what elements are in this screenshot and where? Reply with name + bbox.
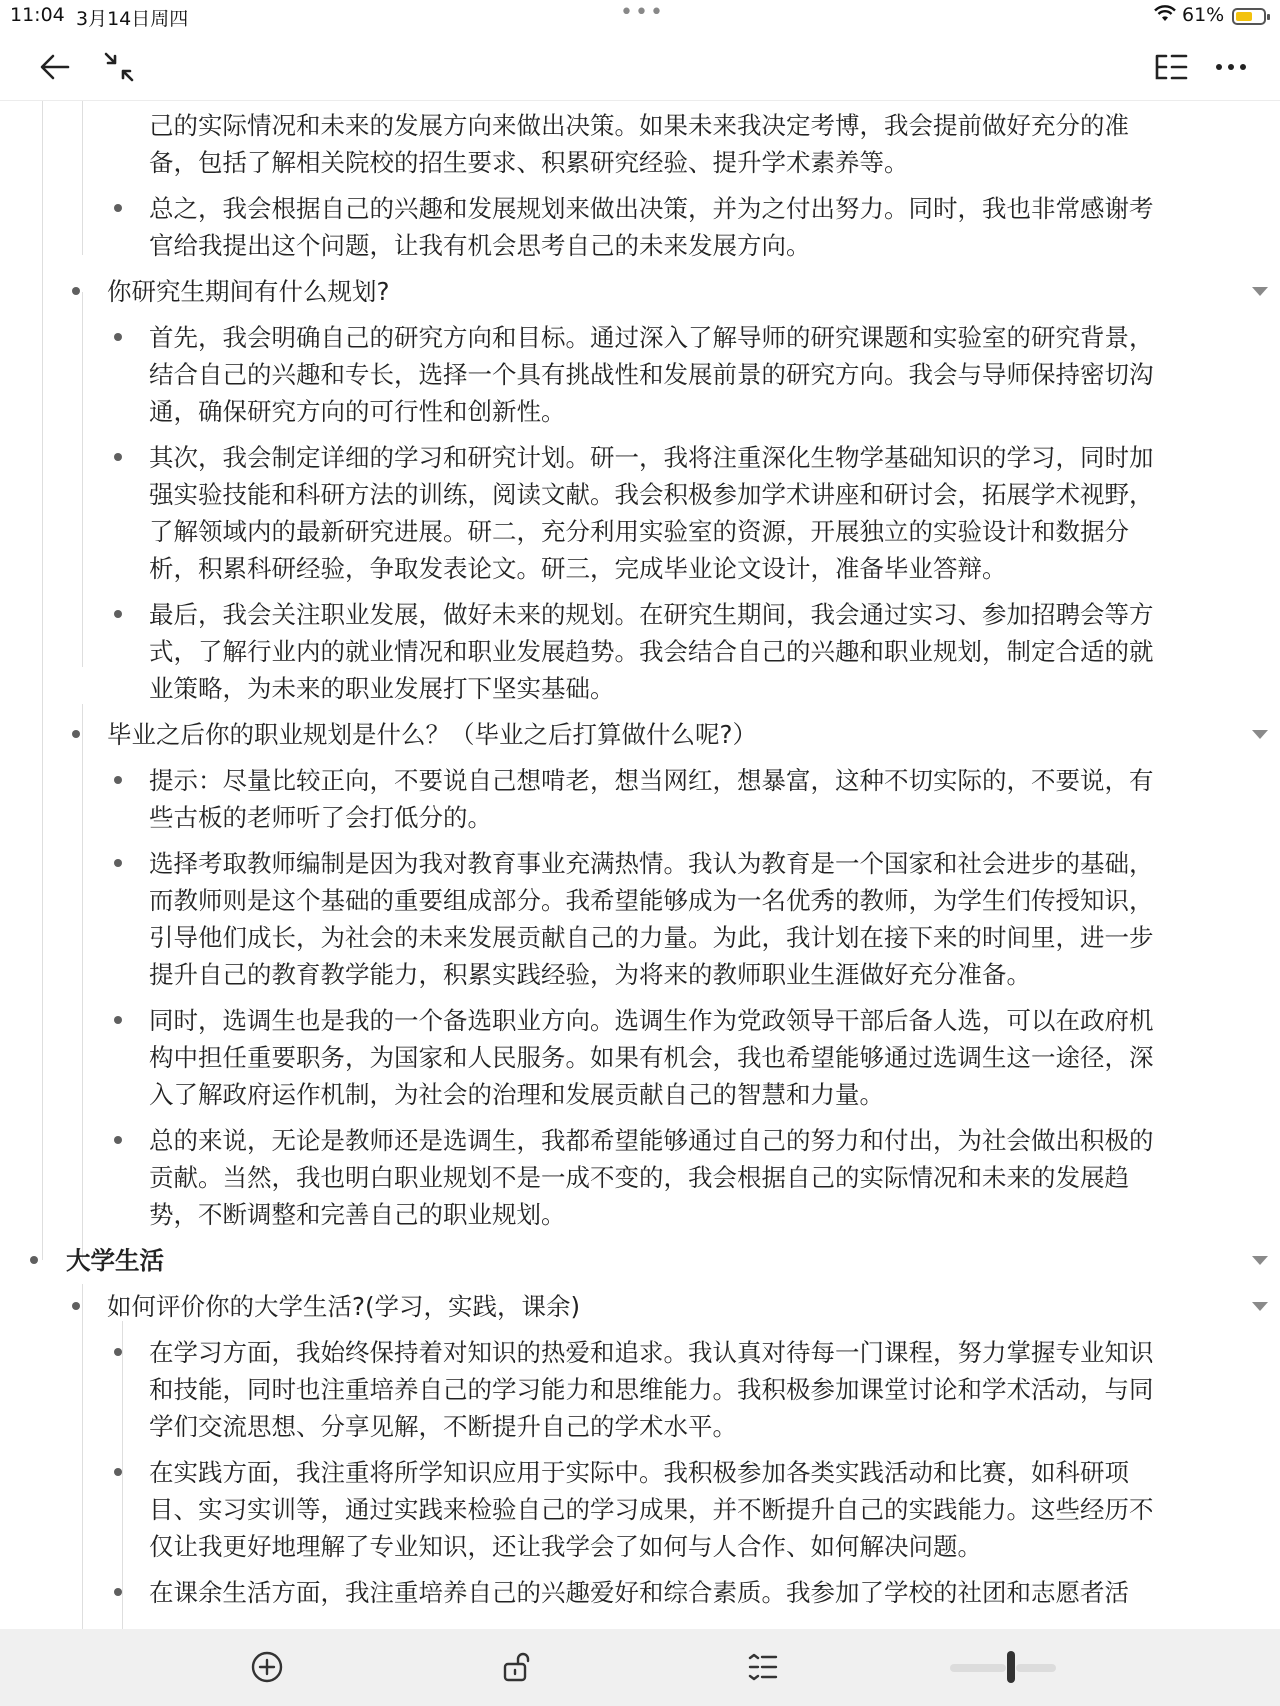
bullet-icon[interactable] [114,1348,122,1356]
indent-guide-level-1 [82,1284,83,1629]
outline-text-line[interactable]: 总的来说，无论是教师还是选调生，我都希望能够通过自己的努力和付出，为社会做出积极的 [149,1126,1154,1155]
unlock-icon[interactable] [495,1645,539,1689]
status-date: 3月14日周四 [76,8,189,30]
collapse-toggle-icon[interactable] [1252,287,1268,296]
indent-guide-level-1 [42,101,43,1260]
outline-text-line[interactable]: 析，积累科研经验，争取发表论文。研三，完成毕业论文设计，准备毕业答辩。 [149,554,1007,584]
outline-text-line[interactable]: 官给我提出这个问题，让我有机会思考自己的未来发展方向。 [149,231,811,261]
outline-question[interactable]: 如何评价你的大学生活?(学习，实践，课余) [107,1291,581,1321]
outline-text-line[interactable]: 入了解政府运作机制，为社会的治理和发展贡献自己的智慧和力量。 [149,1080,884,1110]
bullet-icon[interactable] [30,1256,38,1264]
list-format-icon[interactable] [741,1645,785,1689]
outline-text-line[interactable]: 最后，我会关注职业发展，做好未来的规划。在研究生期间，我会通过实习、参加招聘会等方 [149,599,1154,629]
battery-icon [1232,8,1266,25]
more-icon[interactable] [1208,44,1254,90]
bullet-icon[interactable] [114,859,122,867]
indent-guide-level-2 [82,704,83,1260]
outline-question[interactable]: 你研究生期间有什么规划? [107,276,390,306]
battery-percent: 61% [1182,4,1225,26]
outline-text-line[interactable]: 提升自己的教育教学能力，积累实践经验，为将来的教师职业生涯做好充分准备。 [149,960,1031,990]
bullet-icon[interactable] [72,730,80,738]
outline-text-line[interactable]: 了解领域内的最新研究进展。研二，充分利用实验室的资源，开展独立的实验设计和数据分 [149,517,1129,546]
indent-guide-level-2 [82,101,83,255]
scroll-indicator-track [950,1664,1006,1672]
wifi-icon [1154,5,1176,27]
indent-guide-level-2 [82,292,83,667]
outline-text-line[interactable]: 仅让我更好地理解了专业知识，还让我学会了如何与人合作、如何解决问题。 [149,1532,982,1561]
bullet-icon[interactable] [114,1468,122,1476]
outline-text-line[interactable]: 己的实际情况和未来的发展方向来做出决策。如果未来我决定考博，我会提前做好充分的准 [149,111,1129,140]
outline-text-line[interactable]: 引导他们成长，为社会的未来发展贡献自己的力量。为此，我计划在接下来的时间里，进一步 [149,923,1154,952]
scroll-indicator-track [1016,1664,1056,1672]
outline-heading[interactable]: 大学生活 [66,1246,164,1276]
outline-text-line[interactable]: 在课余生活方面，我注重培养自己的兴趣爱好和综合素质。我参加了学校的社团和志愿者活 [149,1577,1129,1607]
outline-text-line[interactable]: 提示：尽量比较正向，不要说自己想啃老，想当网红，想暴富，这种不切实际的，不要说，有 [149,765,1154,795]
bullet-icon[interactable] [114,204,122,212]
bottom-toolbar [0,1629,1280,1706]
outline-document [0,101,1280,1629]
bullet-icon[interactable] [114,776,122,784]
outline-text-line[interactable]: 在实践方面，我注重将所学知识应用于实际中。我积极参加各类实践活动和比赛，如科研项 [149,1457,1129,1487]
bullet-icon[interactable] [114,610,122,618]
bullet-icon[interactable] [114,1588,122,1596]
collapse-toggle-icon[interactable] [1252,1256,1268,1265]
status-time: 11:04 [10,4,65,26]
add-circle-icon[interactable] [245,1645,289,1689]
outline-text-line[interactable]: 贡献。当然，我也明白职业规划不是一成不变的，我会根据自己的实际情况和未来的发展趋 [149,1163,1129,1193]
outline-text-line[interactable]: 其次，我会制定详细的学习和研究计划。研一，我将注重深化生物学基础知识的学习，同时加 [149,442,1154,472]
bullet-icon[interactable] [114,1136,122,1144]
outline-text-line[interactable]: 备，包括了解相关院校的招生要求、积累研究经验、提升学术素养等。 [149,148,909,178]
outline-text-line[interactable]: 势，不断调整和完善自己的职业规划。 [149,1200,566,1230]
status-bar [0,0,1280,34]
back-arrow-icon[interactable] [32,44,78,90]
indent-guide-level-3 [122,1321,123,1629]
outline-text-line[interactable]: 式，了解行业内的就业情况和职业发展趋势。我会结合自己的兴趣和职业规划，制定合适的就 [149,637,1154,667]
collapse-toggle-icon[interactable] [1252,1302,1268,1311]
outline-list-icon[interactable] [1148,44,1194,90]
outline-text-line[interactable]: 些古板的老师听了会打低分的。 [149,802,492,832]
outline-text-line[interactable]: 而教师则是这个基础的重要组成部分。我希望能够成为一名优秀的教师，为学生们传授知识， [149,885,1154,915]
outline-text-line[interactable]: 业策略，为未来的职业发展打下坚实基础。 [149,674,615,704]
outline-text-line[interactable]: 结合自己的兴趣和专长，选择一个具有挑战性和发展前景的研究方向。我会与导师保持密切沟 [149,359,1154,389]
bullet-icon[interactable] [114,333,122,341]
collapse-toggle-icon[interactable] [1252,730,1268,739]
outline-text-line[interactable]: 构中担任重要职务，为国家和人民服务。如果有机会，我也希望能够通过选调生这一途径，深 [149,1043,1154,1073]
outline-text-line[interactable]: 首先，我会明确自己的研究方向和目标。通过深入了解导师的研究课题和实验室的研究背景， [149,322,1154,352]
multitasking-dots-icon[interactable]: ••• [620,0,665,25]
outline-text-line[interactable]: 总之，我会根据自己的兴趣和发展规划来做出决策，并为之付出努力。同时，我也非常感谢考 [149,193,1154,223]
top-toolbar [0,34,1280,101]
outline-text-line[interactable]: 同时，选调生也是我的一个备选职业方向。选调生作为党政领导干部后备人选，可以在政府机 [149,1005,1154,1035]
outline-text-line[interactable]: 学们交流思想、分享见解，不断提升自己的学术水平。 [149,1411,737,1441]
outline-text-line[interactable]: 和技能，同时也注重培养自己的学习能力和思维能力。我积极参加课堂讨论和学术活动，与同 [149,1374,1154,1404]
battery-fill [1236,12,1252,21]
bullet-icon[interactable] [72,287,80,295]
collapse-arrows-icon[interactable] [96,44,142,90]
bullet-icon[interactable] [114,1016,122,1024]
outline-text-line[interactable]: 通，确保研究方向的可行性和创新性。 [149,396,566,426]
bullet-icon[interactable] [72,1302,80,1310]
outline-text-line[interactable]: 强实验技能和科研方法的训练，阅读文献。我会积极参加学术讲座和研讨会，拓展学术视野， [149,479,1154,509]
outline-text-line[interactable]: 在学习方面，我始终保持着对知识的热爱和追求。我认真对待每一门课程，努力掌握专业知识 [149,1337,1154,1367]
outline-text-line[interactable]: 选择考取教师编制是因为我对教育事业充满热情。我认为教育是一个国家和社会进步的基础， [149,848,1154,878]
bullet-icon[interactable] [114,453,122,461]
outline-text-line[interactable]: 目、实习实训等，通过实践来检验自己的学习成果，并不断提升自己的实践能力。这些经历不 [149,1494,1154,1524]
outline-question[interactable]: 毕业之后你的职业规划是什么？（毕业之后打算做什么呢?） [107,720,758,749]
scroll-indicator-thumb[interactable] [1007,1651,1015,1683]
